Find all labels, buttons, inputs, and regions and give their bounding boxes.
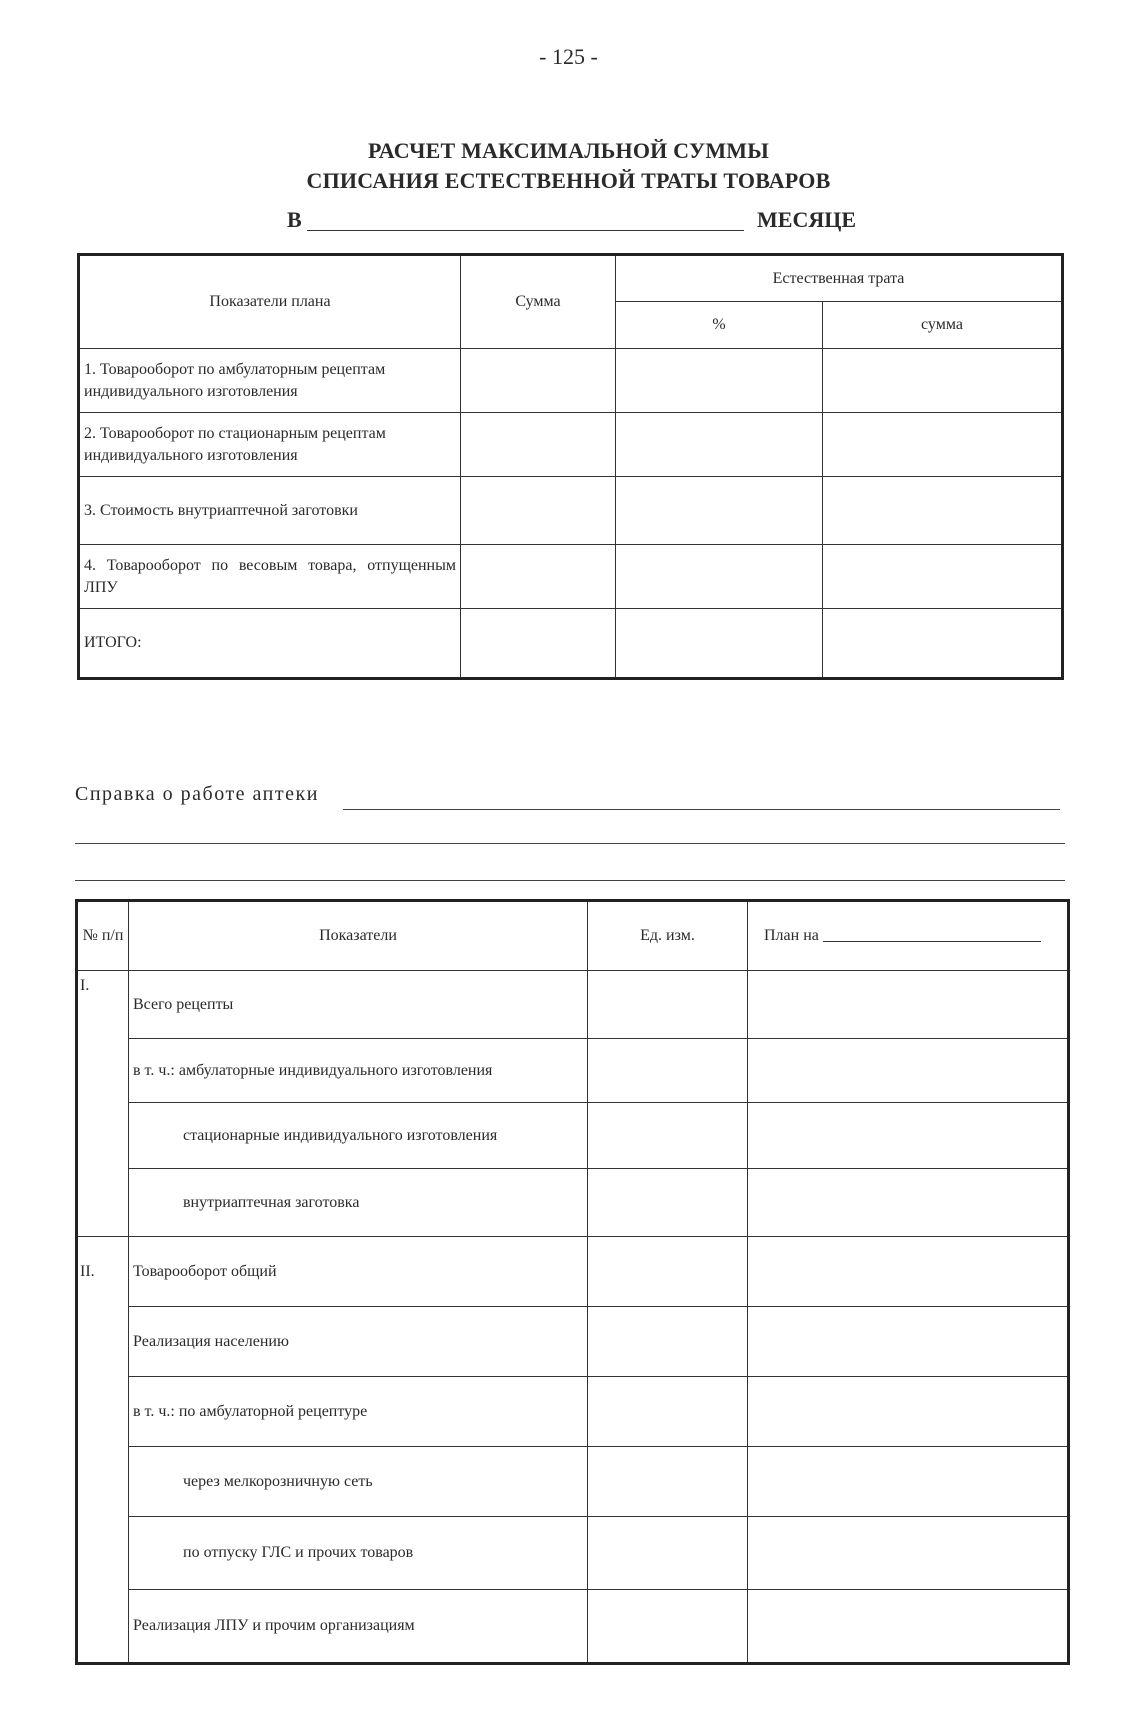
row-label: 1. Товарооборот по амбулаторным рецептам индивидуального изготовления [79,349,461,413]
header-plan [748,901,1069,971]
table-row [79,477,1063,545]
row-label: стационарные индивидуального изготовления [129,1103,588,1169]
row-label: Товарооборот общий [129,1237,588,1307]
plan-cell[interactable] [748,1307,1069,1377]
plan-cell[interactable] [748,1590,1069,1664]
sum-cell[interactable] [461,545,616,609]
number-cell [77,1377,129,1447]
loss-sum-cell[interactable] [823,609,1063,679]
unit-cell[interactable] [588,1237,748,1307]
header-number: № п/п [77,901,129,971]
table-row [77,1447,1069,1517]
unit-cell[interactable] [588,1039,748,1103]
total-row [79,609,1063,679]
sum-cell[interactable] [461,609,616,679]
row-label: Реализация населению [129,1307,588,1377]
table-row [77,1103,1069,1169]
row-label: внутриаптечная заготовка [129,1169,588,1237]
header-plan-label: План на [764,927,819,944]
total-label: ИТОГО: [79,609,461,679]
percent-cell[interactable] [616,609,823,679]
month-suffix: МЕСЯЦЕ [757,207,856,232]
plan-period-field[interactable] [823,941,1041,942]
header-unit: Ед. изм. [588,901,748,971]
unit-cell[interactable] [588,1517,748,1590]
plan-cell[interactable] [748,971,1069,1039]
header-loss-sum: сумма [823,302,1063,349]
table-row [77,1237,1069,1307]
header-percent: % [616,302,823,349]
unit-cell[interactable] [588,1590,748,1664]
month-blank-field[interactable] [307,230,744,231]
natural-loss-table [77,253,1064,680]
plan-cell[interactable] [748,1517,1069,1590]
loss-sum-cell[interactable] [823,545,1063,609]
month-prefix: В [287,207,302,232]
table-row [77,1169,1069,1237]
sum-cell[interactable] [461,413,616,477]
unit-cell[interactable] [588,1169,748,1237]
table-row [79,413,1063,477]
table-row [77,1517,1069,1590]
title-line-2: СПИСАНИЯ ЕСТЕСТВЕННОЙ ТРАТЫ ТОВАРОВ [306,168,831,193]
row-label: 3. Стоимость внутриаптечной заготовки [79,477,461,545]
title-line-1: РАСЧЕТ МАКСИМАЛЬНОЙ СУММЫ [367,138,770,163]
loss-sum-cell[interactable] [823,413,1063,477]
plan-cell[interactable] [748,1237,1069,1307]
plan-cell[interactable] [748,1377,1069,1447]
plan-cell[interactable] [748,1039,1069,1103]
row-label: через мелкорозничную сеть [129,1447,588,1517]
unit-cell[interactable] [588,1377,748,1447]
table-row [77,1377,1069,1447]
row-label: 2. Товарооборот по стационарным рецептам индивидуального изготовления [79,413,461,477]
sum-cell[interactable] [461,349,616,413]
row-label: по отпуску ГЛС и прочих товаров [129,1517,588,1590]
header-natural-loss: Естественная трата [616,255,1063,302]
blank-line[interactable] [75,843,1065,844]
header-indicators: Показатели [129,901,588,971]
loss-sum-cell[interactable] [823,477,1063,545]
month-line [287,207,867,237]
section-number: II. [77,1237,129,1307]
row-label: в т. ч.: по амбулаторной рецептуре [129,1377,588,1447]
row-label: 4. Товарооборот по весовым товара, отпущенным ЛПУ [79,545,461,609]
header-sum: Сумма [461,255,616,349]
blank-line[interactable] [75,880,1065,881]
pharmacy-indicators-table [75,899,1070,1665]
row-label: в т. ч.: амбулаторные индивидуального изготовления [129,1039,588,1103]
sum-cell[interactable] [461,477,616,545]
plan-cell[interactable] [748,1103,1069,1169]
table-row [79,545,1063,609]
header-indicators: Показатели плана [79,255,461,349]
percent-cell[interactable] [616,413,823,477]
document-title [0,136,1137,196]
row-label: Реализация ЛПУ и прочим организациям [129,1590,588,1664]
plan-cell[interactable] [748,1169,1069,1237]
number-cell [77,1590,129,1664]
percent-cell[interactable] [616,349,823,413]
plan-cell[interactable] [748,1447,1069,1517]
number-cell [77,1517,129,1590]
unit-cell[interactable] [588,1307,748,1377]
percent-cell[interactable] [616,545,823,609]
row-label: Всего рецепты [129,971,588,1039]
number-cell [77,1307,129,1377]
number-cell [77,1447,129,1517]
unit-cell[interactable] [588,1103,748,1169]
pharmacy-report-line [75,783,1065,806]
table-row [77,1590,1069,1664]
loss-sum-cell[interactable] [823,349,1063,413]
section-number: I. [77,971,129,1237]
table-row [77,971,1069,1039]
pharmacy-report-label: Справка о работе аптеки [75,783,319,805]
percent-cell[interactable] [616,477,823,545]
unit-cell[interactable] [588,971,748,1039]
table-row [77,1307,1069,1377]
page-number: - 125 - [539,44,598,69]
table-row [77,1039,1069,1103]
unit-cell[interactable] [588,1447,748,1517]
pharmacy-report-field[interactable] [343,809,1060,810]
table-row [79,349,1063,413]
